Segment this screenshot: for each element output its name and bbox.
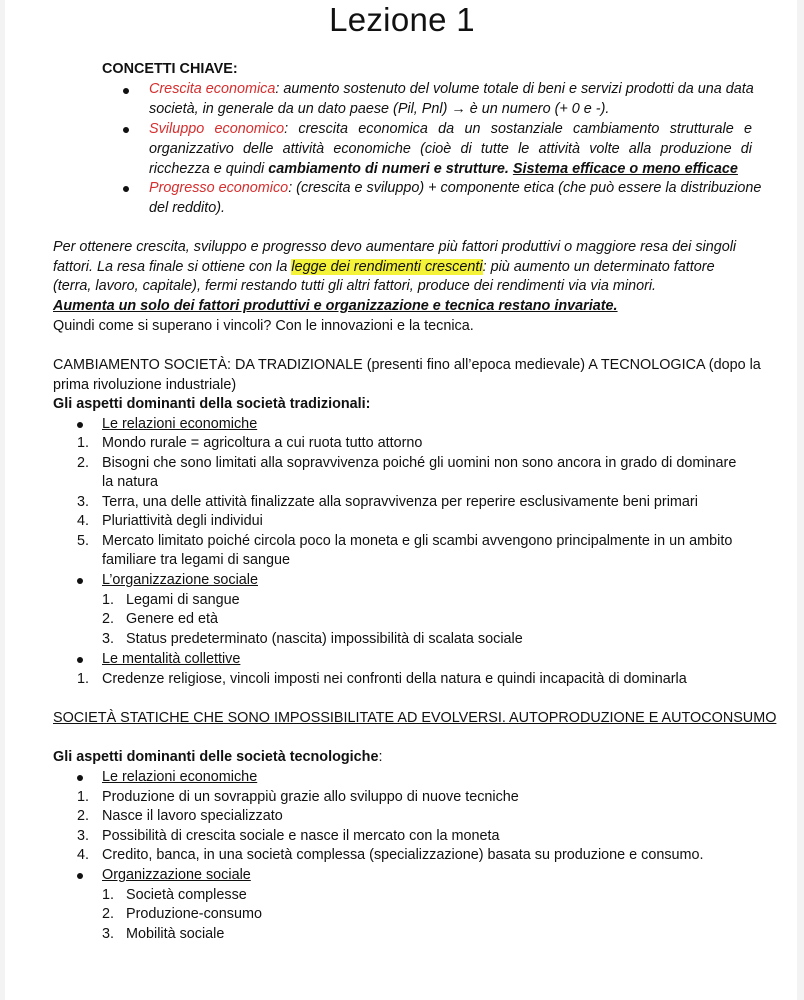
sviluppo-line-1: Sviluppo economico: crescita economica da un sostanziale cambiamento strutturale e <box>149 121 752 137</box>
list-number: 3. <box>102 631 115 647</box>
page-title: Lezione 1 <box>329 1 475 38</box>
cambiamento-line-1: CAMBIAMENTO SOCIETÀ: DA TRADIZIONALE (presenti fino all’epoca medievale) A TECNOLOGICA (dopo la <box>53 357 761 373</box>
trad-organizzazione-label: L’organizzazione sociale <box>102 572 258 588</box>
term-sviluppo: Sviluppo economico <box>149 121 285 137</box>
bold-text: cambiamento di numeri e strutture. <box>268 161 509 177</box>
list-item: Mercato limitato poiché circola poco la moneta e gli scambi avvengono principalmente in un ambito <box>102 533 733 549</box>
list-number: 1. <box>102 592 115 608</box>
paragraph-line-4: Aumenta un solo dei fattori produttivi e organizzazione e tecnica restano invariate. <box>53 298 618 314</box>
list-number: 2. <box>102 611 115 627</box>
list-number: 1. <box>77 789 90 805</box>
list-item: Mondo rurale = agricoltura a cui ruota tutto attorno <box>102 435 423 451</box>
list-number: 5. <box>77 533 90 549</box>
list-item: Pluriattività degli individui <box>102 513 263 529</box>
bullet-icon <box>77 873 83 879</box>
list-number: 1. <box>102 887 115 903</box>
paragraph-line-2: fattori. La resa finale si ottiene con la legge dei rendimenti crescenti: più aumento un determinato fattore <box>53 259 715 275</box>
list-item: Nasce il lavoro specializzato <box>102 808 283 824</box>
tec-organizzazione-label: Organizzazione sociale <box>102 867 251 883</box>
list-number: 3. <box>102 926 115 942</box>
tradizionali-heading: Gli aspetti dominanti della società tradizionali: <box>53 396 371 412</box>
bullet-icon <box>123 186 129 192</box>
paragraph-line-5: Quindi come si superano i vincoli? Con le innovazioni e la tecnica. <box>53 318 474 334</box>
list-item-continued: familiare tra legami di sangue <box>102 552 290 568</box>
paragraph-line-1: Per ottenere crescita, sviluppo e progresso devo aumentare più fattori produttivi o maggiore resa dei singoli <box>53 239 737 255</box>
cambiamento-line-2: prima rivoluzione industriale) <box>53 377 237 393</box>
list-number: 2. <box>77 808 90 824</box>
tecnologiche-heading: Gli aspetti dominanti delle società tecnologiche: <box>53 749 383 765</box>
bullet-icon <box>77 578 83 584</box>
list-item: Produzione di un sovrappiù grazie allo sviluppo di nuove tecniche <box>102 789 519 805</box>
list-item: Possibilità di crescita sociale e nasce il mercato con la moneta <box>102 828 500 844</box>
bullet-icon <box>123 127 129 133</box>
list-item: Bisogni che sono limitati alla sopravvivenza poiché gli uomini non sono ancora in grado di dominare <box>102 455 737 471</box>
list-item: Terra, una delle attività finalizzate alla sopravvivenza per reperire esclusivamente beni primari <box>102 494 698 510</box>
trad-relazioni-label: Le relazioni economiche <box>102 416 258 432</box>
crescita-line-1: Crescita economica: aumento sostenuto del volume totale di beni e servizi prodotti da una data <box>149 81 754 97</box>
term-crescita: Crescita economica <box>149 81 276 97</box>
list-number: 1. <box>77 435 90 451</box>
crescita-line-2: società, in generale da un dato paese (Pil, Pnl) → è un numero (+ 0 e -). <box>149 101 610 117</box>
list-item: Produzione-consumo <box>126 906 262 922</box>
list-number: 3. <box>77 494 90 510</box>
trad-mentalita-label: Le mentalità collettive <box>102 651 241 667</box>
bullet-icon <box>77 657 83 663</box>
list-number: 4. <box>77 847 90 863</box>
paragraph-line-3: (terra, lavoro, capitale), fermi restando tutti gli altri fattori, produce dei rendimenti via via minori. <box>53 278 657 294</box>
list-number: 3. <box>77 828 90 844</box>
concetti-heading: CONCETTI CHIAVE: <box>102 61 238 77</box>
sviluppo-line-3: ricchezza e quindi cambiamento di numeri e strutture. Sistema efficace o meno efficace <box>149 161 738 177</box>
list-number: 2. <box>77 455 90 471</box>
bullet-icon <box>77 775 83 781</box>
list-item: Credito, banca, in una società complessa (specializzazione) basata su produzione e consumo. <box>102 847 704 863</box>
list-item: Legami di sangue <box>126 592 240 608</box>
list-item: Mobilità sociale <box>126 926 225 942</box>
list-number: 2. <box>102 906 115 922</box>
tec-relazioni-label: Le relazioni economiche <box>102 769 258 785</box>
list-number: 1. <box>77 671 90 687</box>
sviluppo-line-2: organizzativo delle attività economiche (cioè di tutte le attività volte alla produzione di <box>149 141 752 157</box>
bullet-icon <box>77 422 83 428</box>
list-item: Genere ed età <box>126 611 219 627</box>
progresso-line-1: Progresso economico: (crescita e sviluppo) + componente etica (che può essere la distribuzione <box>149 180 762 196</box>
term-progresso: Progresso economico <box>149 180 289 196</box>
list-item-continued: la natura <box>102 474 159 490</box>
list-item: Status predeterminato (nascita) impossibilità di scalata sociale <box>126 631 523 647</box>
bullet-icon <box>123 88 129 94</box>
bold-underlined-text: Sistema efficace o meno efficace <box>512 161 738 177</box>
list-item: Società complesse <box>126 887 247 903</box>
highlighted-text: legge dei rendimenti crescenti <box>291 259 483 275</box>
list-number: 4. <box>77 513 90 529</box>
statiche-heading: SOCIETÀ STATICHE CHE SONO IMPOSSIBILITATE AD EVOLVERSI. AUTOPRODUZIONE E AUTOCONSUMO <box>53 710 777 726</box>
list-item: Credenze religiose, vincoli imposti nei confronti della natura e quindi incapacità di dominarla <box>102 671 687 687</box>
progresso-line-2: del reddito). <box>149 200 225 216</box>
